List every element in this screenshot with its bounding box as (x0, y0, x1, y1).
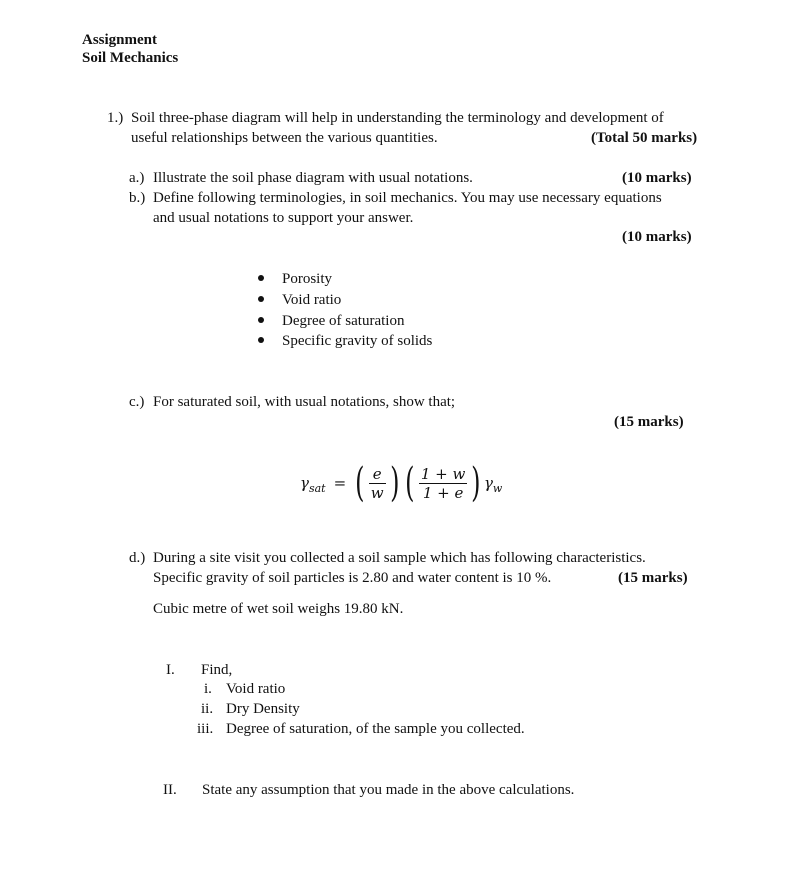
paren-close: ) (471, 460, 481, 506)
q1-text-line1: Soil three-phase diagram will help in understanding the terminology and development of (131, 110, 664, 126)
header-title: Assignment (82, 32, 158, 48)
q1-text-line2: useful relationships between the various quantities. (131, 130, 438, 146)
formula-equals: = (333, 474, 347, 492)
bullet-icon (258, 317, 264, 323)
paren-open: ( (405, 460, 415, 506)
q1d-marks: (15 marks) (618, 570, 688, 586)
frac1-numerator: e (372, 464, 382, 483)
q1b-text-line1: Define following terminologies, in soil mechanics. You may use necessary equations (153, 190, 662, 206)
fraction-1w-over-1e (419, 465, 468, 502)
q1-total-marks: (Total 50 marks) (591, 130, 698, 146)
q1c-text: For saturated soil, with usual notations, show that; (153, 394, 456, 410)
bullet-icon (258, 296, 264, 302)
q1b-marks: (10 marks) (622, 229, 692, 245)
list-item-label: ii. (201, 701, 214, 717)
list-item: Void ratio (226, 681, 286, 697)
list-item: Dry Density (226, 701, 300, 717)
formula-rhs-sub: w (492, 481, 503, 495)
q1d-text-line1: During a site visit you collected a soil sample which has following characteristics. (153, 550, 646, 566)
q1b-label: b.) (129, 190, 146, 206)
q1a-marks: (10 marks) (622, 170, 692, 186)
formula-lhs-sub: sat (308, 481, 326, 495)
bullet-icon (258, 337, 264, 343)
list-item: Porosity (282, 271, 333, 287)
list-item: Degree of saturation (282, 313, 405, 329)
list-item-label: iii. (197, 721, 214, 737)
q1d-part2-text: State any assumption that you made in the above calculations. (202, 782, 575, 798)
q1-number: 1.) (107, 110, 124, 126)
q1d-part1-label: I. (166, 662, 175, 678)
q1d-part2-label: II. (163, 782, 177, 798)
list-item: Degree of saturation, of the sample you collected. (226, 721, 525, 737)
q1b-text-line2: and usual notations to support your answer. (153, 210, 414, 226)
q1a-label: a.) (129, 170, 145, 186)
q1a-text: Illustrate the soil phase diagram with usual notations. (153, 170, 473, 186)
list-item-label: i. (204, 681, 212, 697)
paren-open: ( (355, 460, 365, 506)
fraction-e-over-w (369, 465, 386, 502)
paren-close: ) (389, 460, 400, 506)
formula-rhs: γ (483, 474, 493, 492)
q1d-part1-text: Find, (201, 662, 233, 678)
frac1-denominator: w (370, 483, 384, 502)
q1c-marks: (15 marks) (614, 414, 684, 430)
frac2-numerator: 1 + w (420, 464, 466, 483)
frac2-denominator: 1 + e (422, 483, 464, 502)
bullet-icon (258, 275, 264, 281)
q1c-label: c.) (129, 394, 145, 410)
header-subject: Soil Mechanics (82, 50, 179, 66)
q1d-text-line2: Specific gravity of soil particles is 2.80 and water content is 10 %. (153, 570, 552, 586)
formula-lhs: γ (300, 474, 309, 492)
list-item: Specific gravity of solids (282, 333, 433, 349)
saturated-unit-weight-formula (300, 458, 502, 508)
q1d-label: d.) (129, 550, 146, 566)
list-item: Void ratio (282, 292, 342, 308)
q1d-text-line3: Cubic metre of wet soil weighs 19.80 kN. (153, 601, 404, 617)
